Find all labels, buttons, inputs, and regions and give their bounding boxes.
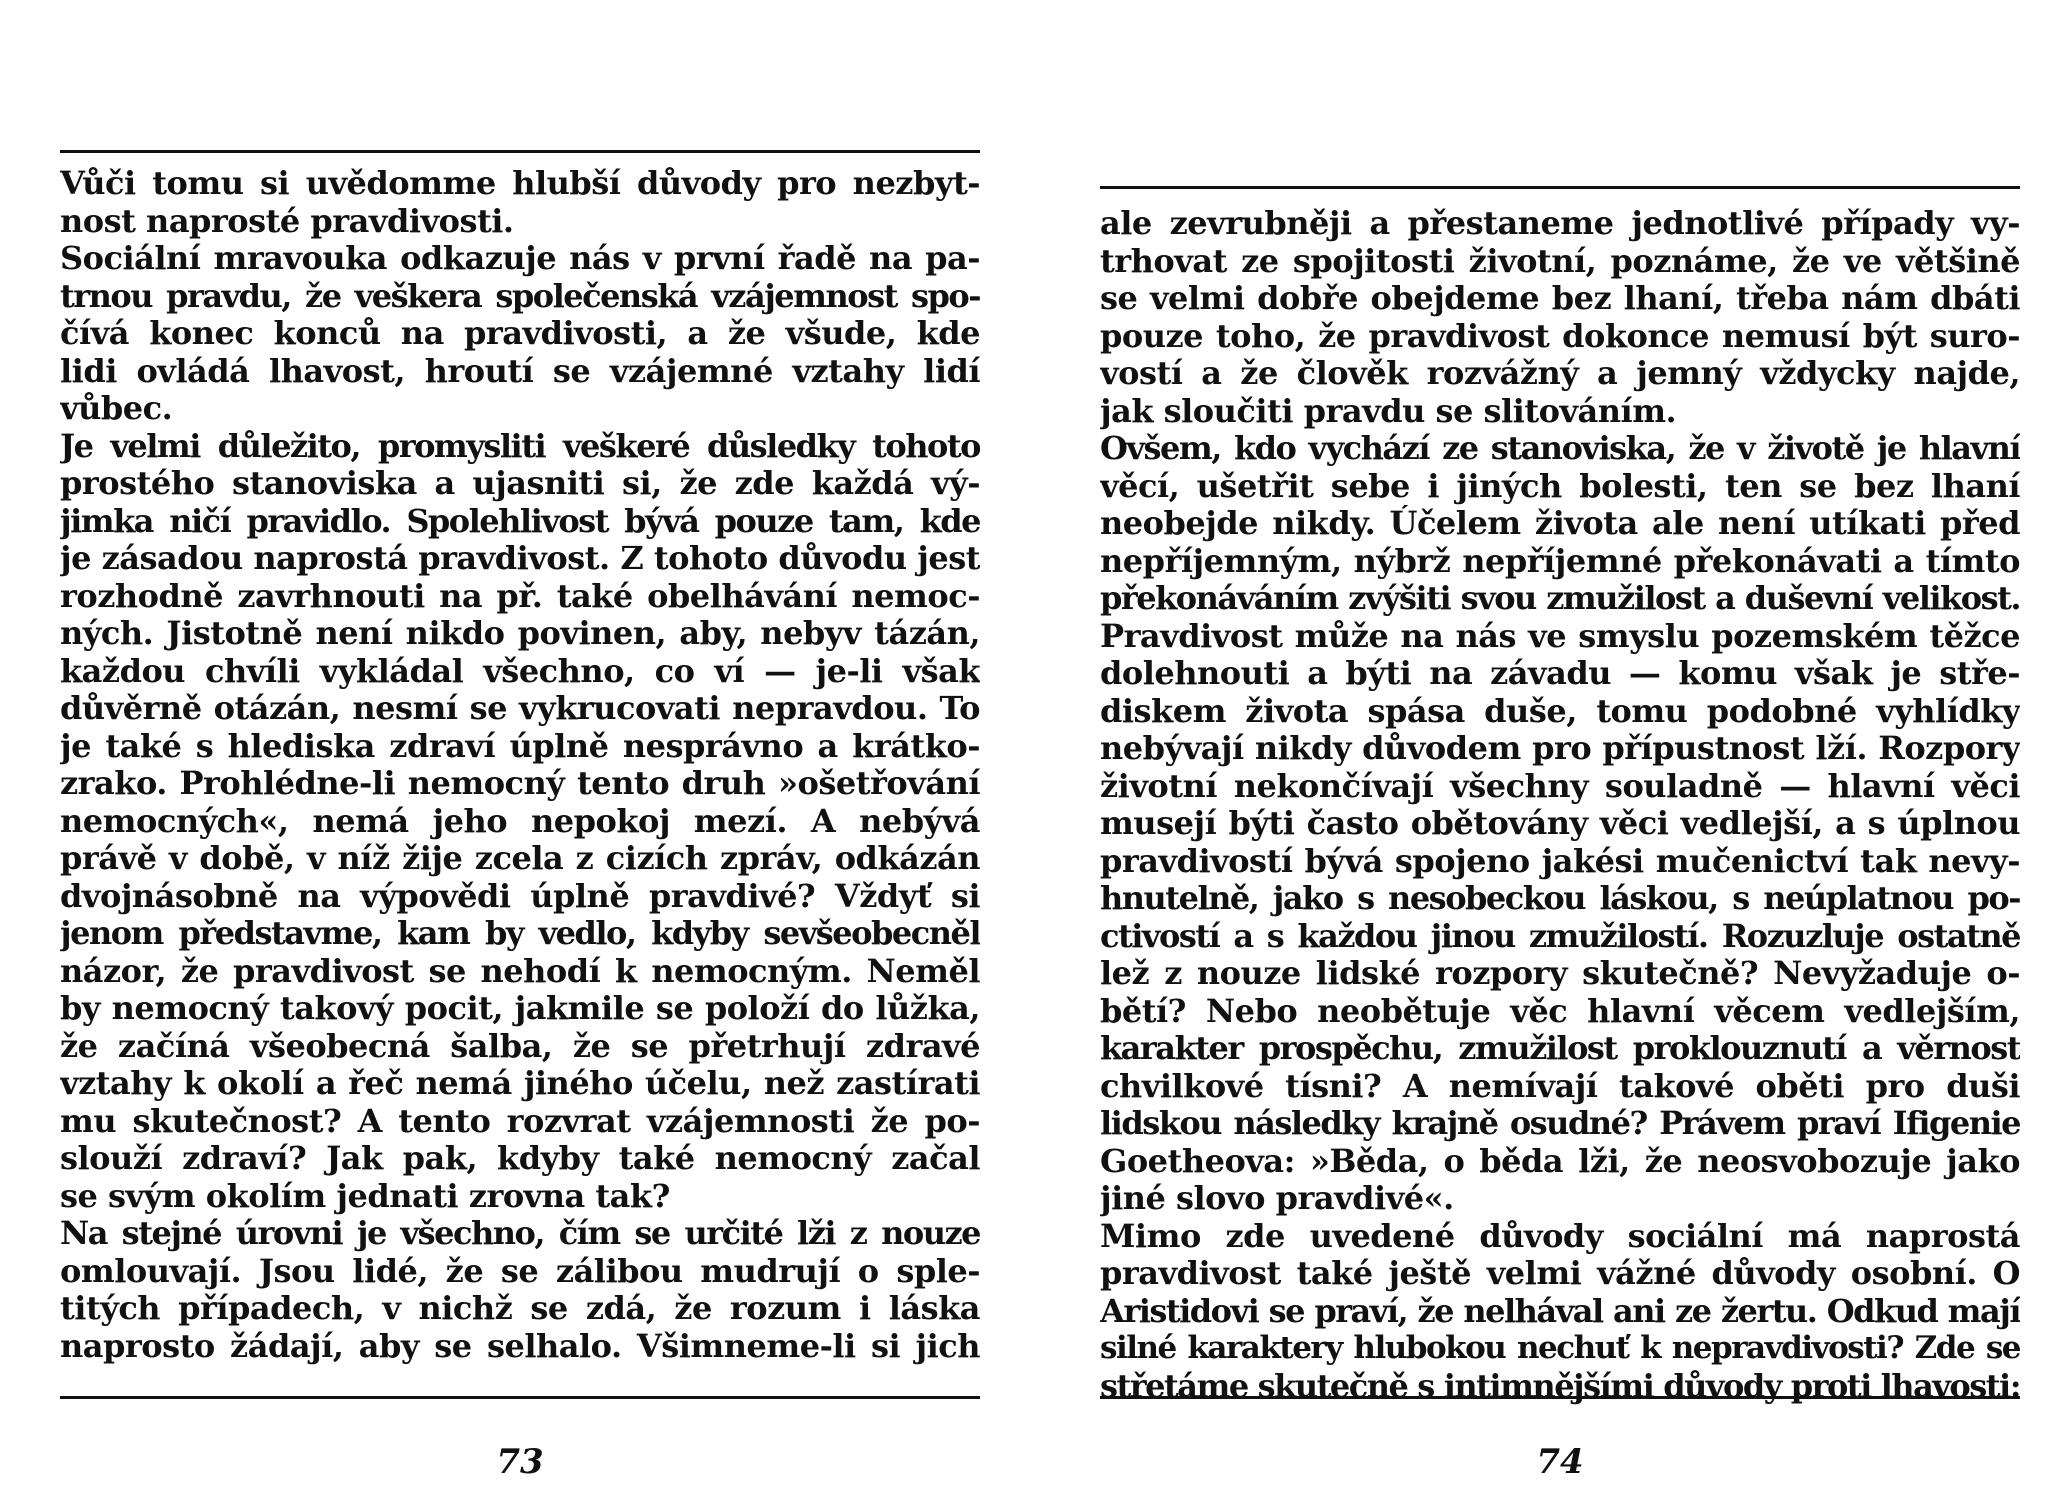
text-line: pravdivostí bývá spojeno jakési mučenictví tak nevy- xyxy=(1100,842,2020,880)
text-line: jiné slovo pravdivé«. xyxy=(1100,1180,1454,1217)
text-line: nemocných«, nemá jeho nepokoj mezí. A nebývá xyxy=(60,802,980,840)
text-line: Pravdivost může na nás ve smyslu pozemském těžce xyxy=(1100,617,2020,655)
text-line: je zásadou naprostá pravdivost. Z tohoto důvodu jest xyxy=(60,540,980,577)
text-line: dolehnouti a býti na závadu — komu však je stře- xyxy=(1100,655,2020,692)
text-line: nebývají nikdy důvodem pro přípustnost lží. Rozpory xyxy=(1100,730,2020,767)
text-line: bětí? Nebo neobětuje věc hlavní věcem vedlejším, xyxy=(1100,992,2020,1030)
text-line: nepříjemným, nýbrž nepříjemné překonávati a tímto xyxy=(1100,542,2020,580)
left-page xyxy=(60,0,980,1500)
text-line: omlouvají. Jsou lidé, že se zálibou mudrují o sple- xyxy=(60,1252,980,1290)
text-line: Je velmi důležito, promysliti veškeré důsledky tohoto xyxy=(60,427,980,465)
text-line: lidskou následky krajně osudné? Právem praví Ifigenie xyxy=(1100,1105,2020,1142)
text-line: rozhodně zavrhnouti na př. také obelhávání nemoc- xyxy=(60,577,980,615)
text-line: právě v době, v níž žije zcela z cizích zpráv, odkázán xyxy=(60,840,980,877)
text-line: ale zevrubněji a přestaneme jednotlivé případy vy- xyxy=(1100,205,2020,242)
bottom-rule xyxy=(60,1396,980,1399)
text-line: slouží zdraví? Jak pak, kdyby také nemocný začal xyxy=(60,1140,980,1177)
text-line: Sociální mravouka odkazuje nás v první řadě na pa- xyxy=(60,240,980,277)
text-line: ctivostí a s každou jinou zmužilostí. Rozuzluje ostatně xyxy=(1100,917,2020,955)
right-page xyxy=(1100,0,2020,1500)
text-line: je také s hlediska zdraví úplně nesprávno a krátko- xyxy=(60,727,980,765)
text-line: by nemocný takový pocit, jakmile se položí do lůžka, xyxy=(60,990,980,1027)
text-line: dvojnásobně na výpovědi úplně pravdivé? Vždyť si xyxy=(60,877,980,915)
top-rule xyxy=(60,150,980,153)
text-line: vztahy k okolí a řeč nemá jiného účelu, než zastírati xyxy=(60,1065,980,1102)
bottom-rule xyxy=(1100,1396,2020,1399)
text-line: že začíná všeobecná šalba, že se přetrhují zdravé xyxy=(60,1027,980,1065)
left-page-text xyxy=(60,165,980,1365)
top-rule xyxy=(1100,186,2020,189)
text-line: se velmi dobře obejdeme bez lhaní, třeba nám dbáti xyxy=(1100,280,2020,317)
text-line: životní nekončívají všechny souladně — hlavní věci xyxy=(1100,767,2020,805)
text-line: diskem života spása duše, tomu podobné vyhlídky xyxy=(1100,692,2020,730)
text-line: vostí a že člověk rozvážný a jemný vždycky najde, xyxy=(1100,355,2020,392)
text-line: titých případech, v nichž se zdá, že rozum i láska xyxy=(60,1290,980,1327)
text-line: důvěrně otázán, nesmí se vykrucovati nepravdou. To xyxy=(60,690,980,727)
text-line: vůbec. xyxy=(60,390,173,427)
text-line: silné karaktery hlubokou nechuť k nepravdivosti? Zde se xyxy=(1100,1330,2020,1366)
text-line: trnou pravdu, že veškera společenská vzájemnost spo- xyxy=(60,277,980,315)
text-line: střetáme skutečně s intimnějšími důvody proti lhavosti: xyxy=(1100,1367,2020,1405)
text-line: překonáváním zvýšiti svou zmužilost a duševní velikost. xyxy=(1100,580,2020,617)
text-line: Mimo zde uvedené důvody sociální má naprostá xyxy=(1100,1217,2020,1255)
text-line: mu skutečnost? A tento rozvrat vzájemnosti že po- xyxy=(60,1102,980,1140)
text-line: prostého stanoviska a ujasniti si, že zde každá vý- xyxy=(60,465,980,502)
text-line: nost naprosté pravdivosti. xyxy=(60,202,514,240)
text-line: Na stejné úrovni je všechno, čím se určité lži z nouze xyxy=(60,1215,980,1252)
text-line: jimka ničí pravidlo. Spolehlivost bývá pouze tam, kde xyxy=(60,502,980,540)
text-line: chvilkové tísni? A nemívají takové oběti pro duši xyxy=(1100,1067,2020,1105)
text-line: názor, že pravdivost se nehodí k nemocným. Neměl xyxy=(60,952,980,990)
text-line: zrako. Prohlédne-li nemocný tento druh »ošetřování xyxy=(60,765,980,802)
text-line: neobejde nikdy. Účelem života ale není utíkati před xyxy=(1100,505,2020,542)
text-line: čívá konec konců na pravdivosti, a že všude, kde xyxy=(60,315,980,352)
text-line: Aristidovi se praví, že nelhával ani ze žertu. Odkud mají xyxy=(1100,1292,2020,1330)
text-line: se svým okolím jednati zrovna tak? xyxy=(60,1177,670,1215)
text-line: hnutelně, jako s nesobeckou láskou, s neúplatnou po- xyxy=(1100,880,2020,917)
text-line: věcí, ušetřit sebe i jiných bolesti, ten se bez lhaní xyxy=(1100,467,2020,505)
text-line: ných. Jistotně není nikdo povinen, aby, nebyv tázán, xyxy=(60,615,980,652)
right-page-text xyxy=(1100,205,2020,1405)
text-line: Vůči tomu si uvědomme hlubší důvody pro nezbyt- xyxy=(60,165,980,202)
text-line: Goetheova: »Běda, o běda lži, že neosvobozuje jako xyxy=(1100,1142,2020,1180)
text-line: jenom představme, kam by vedlo, kdyby sevšeobecněl xyxy=(60,915,980,952)
text-line: každou chvíli vykládal všechno, co ví — je-li však xyxy=(60,652,980,690)
text-line: pravdivost také ještě velmi vážné důvody osobní. O xyxy=(1100,1255,2020,1292)
text-line: karakter prospěchu, zmužilost proklouznutí a věrnost xyxy=(1100,1030,2020,1067)
text-line: lež z nouze lidské rozpory skutečně? Nevyžaduje o- xyxy=(1100,955,2020,992)
text-line: naprosto žádají, aby se selhalo. Všimneme-li si jich xyxy=(60,1327,980,1365)
page-number: 73 xyxy=(496,1442,544,1482)
text-line: jak sloučiti pravdu se slitováním. xyxy=(1100,392,1677,430)
text-line: trhovat ze spojitosti životní, poznáme, že ve většině xyxy=(1100,242,2020,280)
text-line: lidi ovládá lhavost, hroutí se vzájemné vztahy lidí xyxy=(60,352,980,390)
text-line: pouze toho, že pravdivost dokonce nemusí být suro- xyxy=(1100,317,2020,355)
page-number: 74 xyxy=(1536,1442,1584,1482)
text-line: Ovšem, kdo vychází ze stanoviska, že v životě je hlavní xyxy=(1100,430,2020,467)
text-line: musejí býti často obětovány věci vedlejší, a s úplnou xyxy=(1100,805,2020,842)
